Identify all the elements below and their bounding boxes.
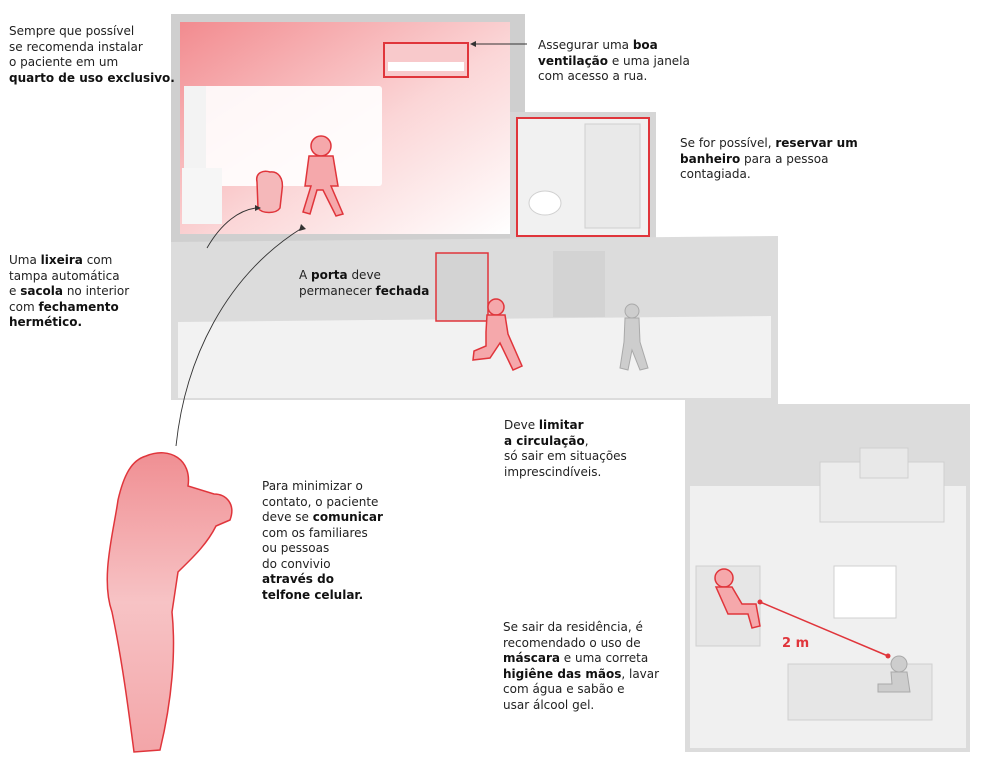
note-fragment: deve — [347, 268, 381, 282]
note-fragment: e uma janela — [608, 53, 690, 68]
note-fragment: o paciente em um — [9, 55, 119, 69]
note-fragment: fechada — [375, 283, 430, 298]
note-fragment: telfone celular. — [262, 587, 364, 602]
note-fragment: reservar um — [775, 136, 858, 150]
note-fragment: só sair em situações — [504, 449, 627, 463]
note-fragment: se recomenda instalar — [9, 39, 143, 54]
note-fragment: ventilação — [538, 53, 609, 68]
note-fragment: Se sair da residência, é — [503, 620, 643, 634]
note-fragment: Uma — [9, 253, 41, 267]
note-fragment: fechamento — [38, 299, 119, 314]
note-fragment: com os familiares — [262, 525, 368, 540]
note-fragment: Assegurar uma — [538, 38, 633, 52]
note-fragment: permanecer — [299, 283, 376, 298]
window-sill — [388, 62, 464, 71]
note-fragment: hermético. — [9, 315, 83, 329]
note-fragment: através do — [262, 572, 334, 586]
note-fragment: Se for possível, — [680, 136, 776, 150]
note-circulation — [504, 418, 674, 480]
note-fragment: sacola — [20, 284, 64, 298]
bedroom — [171, 14, 525, 242]
note-fragment: Para minimizar o — [262, 479, 363, 493]
other-door — [553, 251, 605, 317]
note-fragment: usar álcool gel. — [503, 697, 595, 712]
nightstand — [182, 168, 222, 224]
note-fragment: , lavar — [621, 666, 660, 681]
note-fragment: contagiada. — [680, 167, 751, 181]
note-bin — [9, 253, 169, 331]
note-fragment: ou pessoas — [262, 541, 330, 555]
note-fragment: higiêne das mãos — [503, 666, 622, 681]
note-fragment: com — [9, 299, 39, 314]
note-fragment: com — [82, 253, 113, 267]
note-fragment: tampa automática — [9, 268, 120, 283]
note-fragment: e — [9, 284, 21, 298]
living-room — [685, 400, 970, 752]
tv — [860, 448, 908, 478]
note-fragment: comunicar — [312, 510, 383, 524]
note-fragment: contato, o paciente — [262, 494, 379, 509]
hallway — [171, 236, 778, 400]
note-fragment: recomendado o uso de — [503, 635, 641, 650]
coffee-table — [834, 566, 896, 618]
note-fragment: no interior — [63, 284, 130, 298]
note-fragment: máscara — [503, 651, 560, 665]
note-fragment: boa — [632, 38, 658, 52]
note-ventilation — [538, 38, 728, 85]
shower — [585, 124, 640, 228]
note-fragment: porta — [311, 268, 348, 282]
note-fragment: do convivio — [262, 556, 331, 571]
note-room — [9, 24, 177, 86]
note-fragment: imprescindíveis. — [504, 464, 602, 479]
note-fragment: limitar — [538, 418, 584, 432]
note-fragment: com água e sabão e — [503, 682, 625, 696]
note-fragment: a circulação — [504, 433, 585, 448]
note-fragment: para a pessoa — [740, 151, 829, 166]
note-fragment: , — [584, 433, 589, 448]
note-bathroom — [680, 136, 880, 183]
patient-on-phone — [107, 453, 232, 752]
note-fragment: A — [299, 268, 312, 282]
note-fragment: deve se — [262, 510, 313, 524]
note-fragment: quarto de uso exclusivo. — [9, 70, 175, 85]
note-fragment: Sempre que possível — [9, 24, 135, 38]
distance-end-left — [758, 600, 763, 605]
note-fragment: com acesso a rua. — [538, 69, 648, 83]
note-fragment: banheiro — [680, 151, 741, 166]
waste-bin — [257, 171, 283, 212]
note-fragment: e uma correta — [559, 651, 649, 665]
distance-end-right — [886, 654, 891, 659]
note-fragment: Deve — [504, 418, 539, 432]
toilet — [529, 191, 561, 215]
note-fragment: lixeira — [40, 253, 83, 267]
note-outside — [503, 620, 683, 713]
note-door — [299, 268, 449, 299]
note-phone — [262, 479, 432, 603]
distance-label: 2 m — [782, 636, 810, 651]
window — [384, 43, 468, 77]
bathroom — [510, 112, 656, 242]
